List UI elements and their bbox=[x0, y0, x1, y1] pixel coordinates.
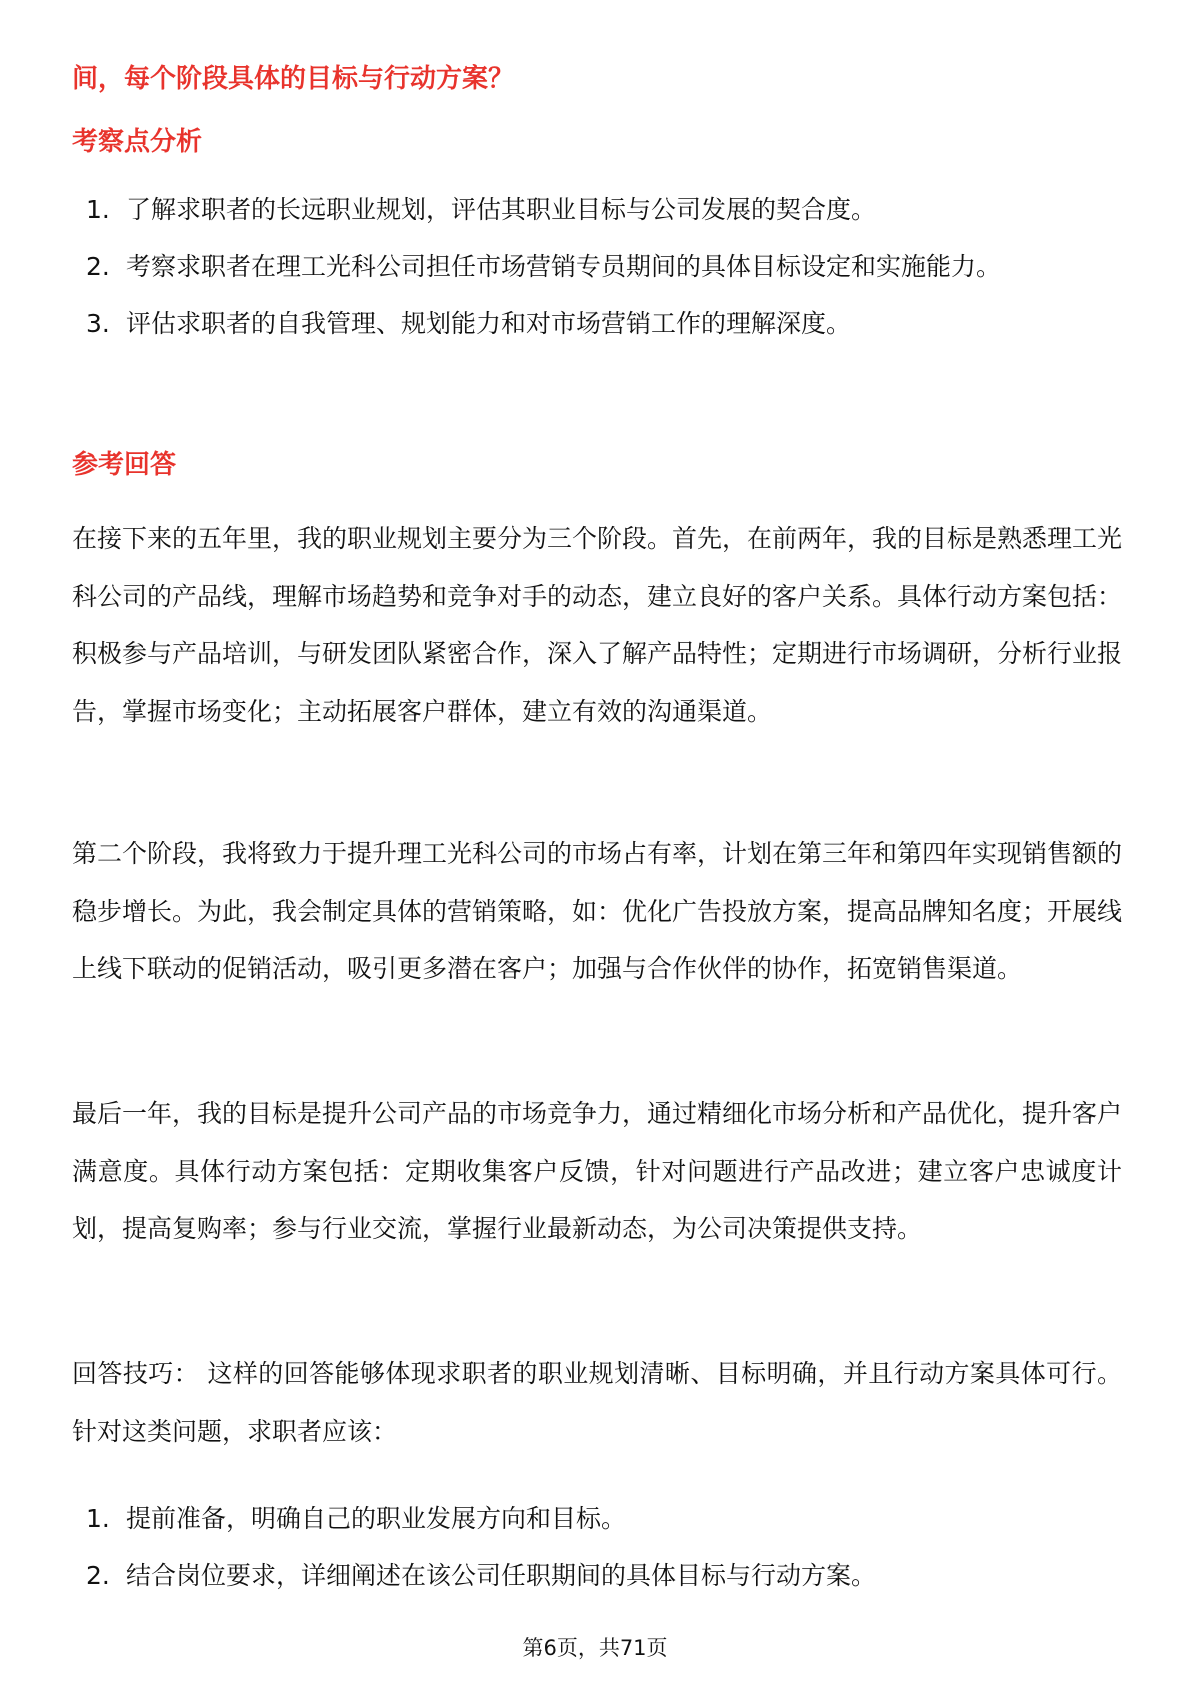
list-text: 结合岗位要求，详细阐述在该公司任职期间的具体目标与行动方案。 bbox=[126, 1561, 877, 1590]
list-number: 2. bbox=[86, 1561, 110, 1590]
tips-list bbox=[72, 1490, 1112, 1604]
list-item bbox=[72, 295, 1112, 352]
list-number: 2. bbox=[86, 252, 110, 281]
page-number-footer: 第6页，共71页 bbox=[522, 1636, 668, 1660]
list-item bbox=[72, 238, 1112, 295]
list-text: 了解求职者的长远职业规划，评估其职业目标与公司发展的契合度。 bbox=[126, 195, 877, 224]
analysis-heading: 考察点分析 bbox=[72, 127, 203, 157]
answer-paragraph: 在接下来的五年里，我的职业规划主要分为三个阶段。首先，在前两年，我的目标是熟悉理工光科公司的产品线，理解市场趋势和竞争对手的动态，建立良好的客户关系。具体行动方案包括：积极参与产品培训，与研发团队紧密合作，深入了解产品特性；定期进行市场调研，分析行业报告，掌握市场变化；主动拓展客户群体，建立有效的沟通渠道。 bbox=[72, 524, 1123, 726]
list-number: 1. bbox=[86, 1504, 110, 1533]
analysis-list bbox=[72, 181, 1112, 352]
list-item bbox=[72, 1490, 1112, 1547]
list-number: 3. bbox=[86, 309, 110, 338]
list-text: 考察求职者在理工光科公司担任市场营销专员期间的具体目标设定和实施能力。 bbox=[126, 252, 1002, 281]
answer-paragraph: 第二个阶段，我将致力于提升理工光科公司的市场占有率，计划在第三年和第四年实现销售额的稳步增长。为此，我会制定具体的营销策略，如：优化广告投放方案，提高品牌知名度；开展线上线下联动的促销活动，吸引更多潜在客户；加强与合作伙伴的协作，拓宽销售渠道。 bbox=[72, 839, 1123, 983]
list-item bbox=[72, 1547, 1112, 1604]
list-number: 1. bbox=[86, 195, 110, 224]
list-text: 评估求职者的自我管理、规划能力和对市场营销工作的理解深度。 bbox=[126, 309, 852, 338]
answer-paragraph: 最后一年，我的目标是提升公司产品的市场竞争力，通过精细化市场分析和产品优化，提升客户满意度。具体行动方案包括：定期收集客户反馈，针对问题进行产品改进；建立客户忠诚度计划，提高复购率；参与行业交流，掌握行业最新动态，为公司决策提供支持。 bbox=[72, 1099, 1123, 1243]
answer-tips-paragraph: 回答技巧： 这样的回答能够体现求职者的职业规划清晰、目标明确，并且行动方案具体可行。针对这类问题，求职者应该： bbox=[72, 1359, 1122, 1446]
list-item bbox=[72, 181, 1112, 238]
answer-heading: 参考回答 bbox=[72, 450, 177, 480]
list-text: 提前准备，明确自己的职业发展方向和目标。 bbox=[126, 1504, 627, 1533]
question-continuation: 间，每个阶段具体的目标与行动方案？ bbox=[72, 64, 515, 94]
